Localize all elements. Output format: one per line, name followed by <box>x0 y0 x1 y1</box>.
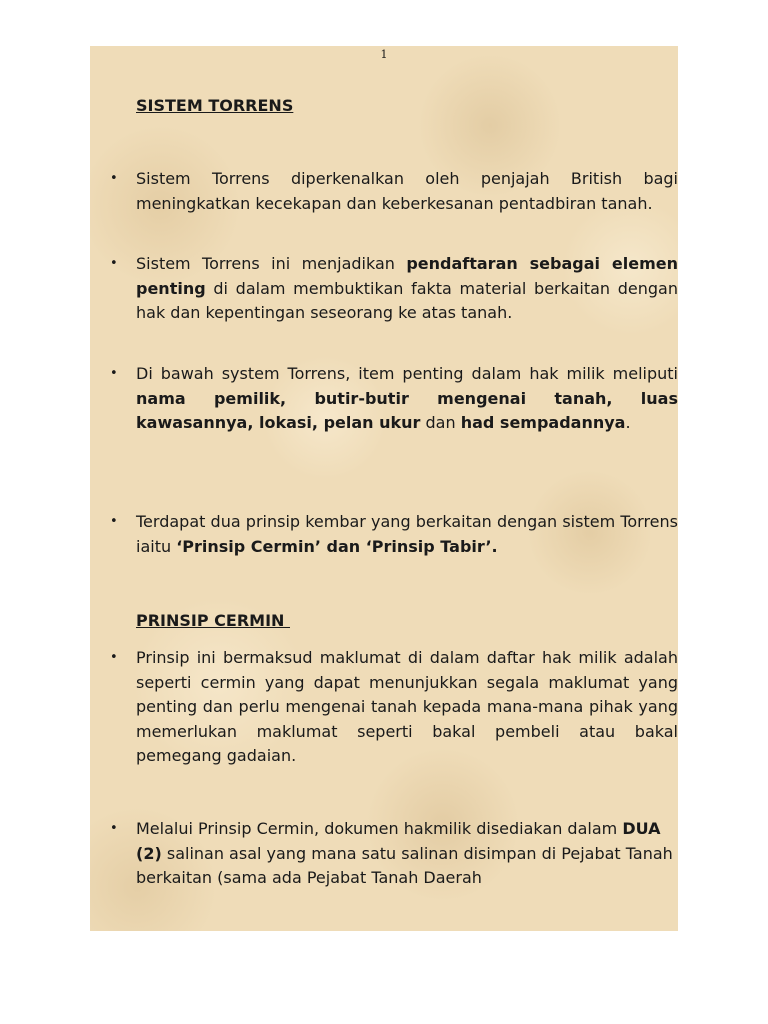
document-page <box>90 46 678 931</box>
bullet-point: • <box>110 650 118 665</box>
text-span: . <box>625 413 631 432</box>
bullet-text <box>136 817 678 891</box>
bullet-text <box>136 252 678 326</box>
text-span: Terdapat dua prinsip kembar yang berkaitan dengan sistem Torrens iaitu <box>136 512 678 556</box>
heading-prinsip-cermin: PRINSIP CERMIN <box>136 611 290 630</box>
text-span: salinan asal yang mana satu salinan disimpan di Pejabat Tanah berkaitan (sama ada Pejabat Tanah Daerah <box>136 843 673 887</box>
bold-text-span: DUA (2) <box>136 819 661 863</box>
bullet-text <box>136 510 678 559</box>
bullet-text <box>136 362 678 436</box>
bullet-point: • <box>110 514 118 529</box>
heading-sistem-torrens: SISTEM TORRENS <box>136 96 294 115</box>
bullet-item <box>110 362 678 436</box>
bullet-point: • <box>110 256 118 271</box>
text-span: dan <box>420 413 461 432</box>
bullet-point: • <box>110 821 118 836</box>
bullet-item <box>110 646 678 769</box>
page-number: 1 <box>380 48 388 61</box>
text-span: di dalam membuktikan fakta material berkaitan dengan hak dan kepentingan seseorang ke atas tanah. <box>136 278 678 322</box>
bullet-item <box>110 252 678 326</box>
bullet-point: • <box>110 366 118 381</box>
bold-text-span: pendaftaran sebagai elemen penting <box>136 254 678 298</box>
text-span: Sistem Torrens ini menjadikan <box>136 254 407 273</box>
bullet-text: Sistem Torrens diperkenalkan oleh penjajah British bagi meningkatkan kecekapan dan keberkesanan pentadbiran tanah. <box>136 169 678 213</box>
text-span: Di bawah system Torrens, item penting dalam hak milik meliputi <box>136 364 678 383</box>
bullet-point: • <box>110 171 118 186</box>
bold-text-span: nama pemilik, butir-butir mengenai tanah, luas kawasannya, lokasi, pelan ukur <box>136 388 678 432</box>
text-span: Melalui Prinsip Cermin, dokumen hakmilik disediakan dalam <box>136 819 623 838</box>
bullet-text: Prinsip ini bermaksud maklumat di dalam daftar hak milik adalah seperti cermin yang dapat menunjukkan segala maklumat yang penting dan perlu mengenai tanah kepada mana-mana pihak yang memerlukan maklumat seperti bakal pembeli atau bakal pemegang gadaian. <box>136 648 678 765</box>
bullet-item <box>110 167 678 216</box>
bold-text-span: had sempadannya <box>460 413 626 432</box>
bullet-item <box>110 817 678 891</box>
bullet-item <box>110 510 678 559</box>
bold-text-span: ‘Prinsip Cermin’ dan ‘Prinsip Tabir’. <box>176 536 498 556</box>
